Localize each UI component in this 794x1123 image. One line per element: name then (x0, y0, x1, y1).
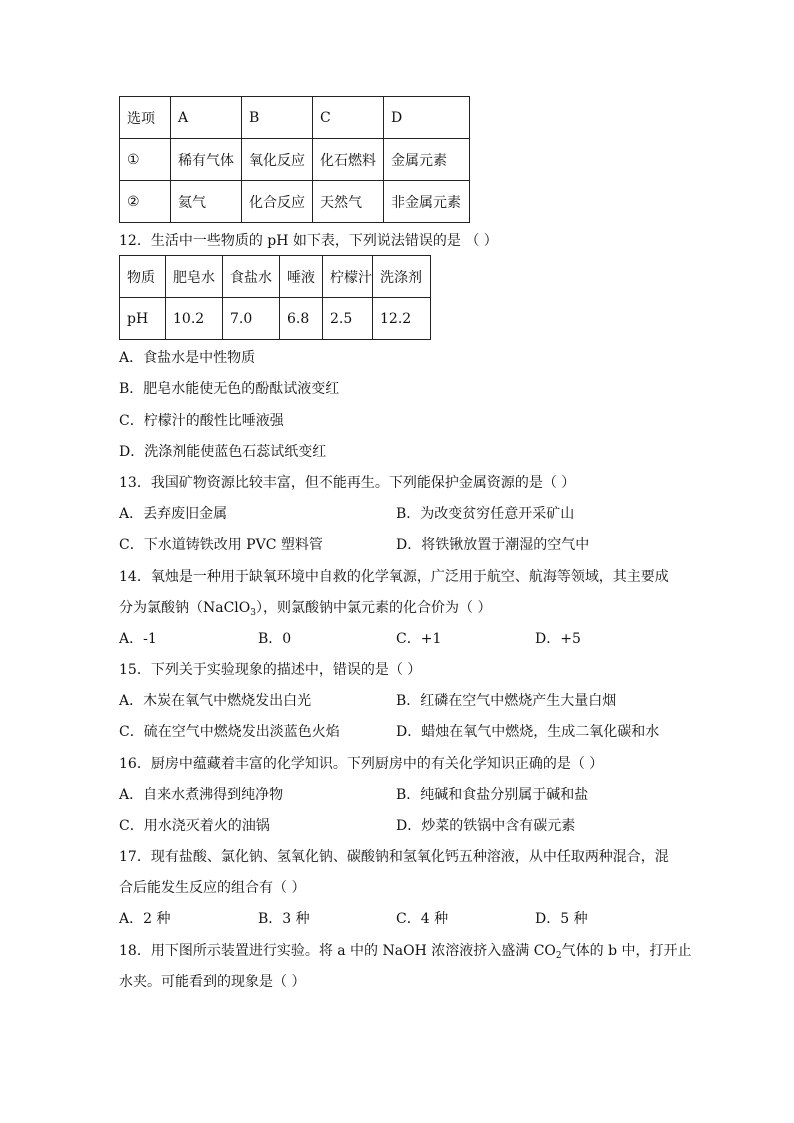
question-13-stem: 13．我国矿物资源比较丰富，但不能再生。下列能保护金属资源的是（ ） (119, 475, 576, 491)
table-cell: 天然气 (313, 181, 384, 223)
table-cell: 10.2 (166, 298, 223, 340)
table-cell: B (242, 97, 313, 139)
ph-table (119, 255, 431, 340)
question-14-stem-line1: 14．氧烛是一种用于缺氧环境中自救的化学氧源，广泛用于航空、航海等领域，其主要成 (119, 569, 669, 585)
option-d: D．5 种 (535, 911, 588, 927)
option-c: C．+1 (396, 631, 442, 647)
table-cell: 6.8 (280, 298, 323, 340)
table-cell: pH (120, 298, 166, 340)
option-a: A．2 种 (119, 911, 171, 927)
table-row (120, 298, 431, 340)
stem-text: ），则氯酸钠中氯元素的化合价为（ ） (256, 600, 492, 616)
option-d: D．洗涤剂能使蓝色石蕊试纸变红 (119, 444, 327, 460)
option-d: D．+5 (535, 631, 581, 647)
option-b: B．0 (258, 631, 292, 647)
option-d: D．将铁锹放置于潮湿的空气中 (396, 537, 590, 553)
table-cell: D (384, 97, 470, 139)
subscript: 3 (250, 608, 256, 618)
options-table (119, 96, 470, 223)
option-c: C．4 种 (396, 911, 449, 927)
table-cell: C (313, 97, 384, 139)
table-cell: 化合反应 (242, 181, 313, 223)
table-cell: 食盐水 (223, 256, 280, 298)
table-row (120, 139, 470, 181)
table-cell: 肥皂水 (166, 256, 223, 298)
stem-text: 气体的 b 中，打开止 (561, 943, 692, 959)
option-a: A．自来水煮沸得到纯净物 (119, 787, 284, 803)
option-c: C．柠檬汁的酸性比唾液强 (119, 413, 284, 429)
table-cell: 12.2 (373, 298, 431, 340)
option-c: C．硫在空气中燃烧发出淡蓝色火焰 (119, 724, 340, 740)
table-row (120, 256, 431, 298)
question-18-stem-line1 (119, 940, 692, 961)
table-cell: 非金属元素 (384, 181, 470, 223)
option-a: A．丢弃废旧金属 (119, 506, 228, 522)
stem-text: 分为氯酸钠（NaClO (119, 600, 251, 616)
question-17-stem-line2: 合后能发生反应的组合有（ ） (119, 880, 306, 896)
table-cell: 化石燃料 (313, 139, 384, 181)
table-cell: 洗涤剂 (373, 256, 431, 298)
option-a: A．-1 (119, 631, 157, 647)
table-cell: 物质 (120, 256, 166, 298)
table-cell: 2.5 (323, 298, 373, 340)
question-17-stem-line1: 17．现有盐酸、氯化钠、氢氧化钠、碳酸钠和氢氧化钙五种溶液，从中任取两种混合，混 (119, 849, 669, 865)
table-cell: 氦气 (171, 181, 242, 223)
option-d: D．蜡烛在氧气中燃烧，生成二氧化碳和水 (396, 724, 660, 740)
option-c: C．用水浇灭着火的油锅 (119, 818, 270, 834)
option-c: C．下水道铸铁改用 PVC 塑料管 (119, 537, 323, 553)
option-a: A．食盐水是中性物质 (119, 350, 256, 366)
option-b: B．3 种 (258, 911, 310, 927)
option-b: B．为改变贫穷任意开采矿山 (396, 506, 575, 522)
table-row (120, 181, 470, 223)
table-cell: A (171, 97, 242, 139)
table-cell: 稀有气体 (171, 139, 242, 181)
option-b: B．纯碱和食盐分别属于碱和盐 (396, 787, 589, 803)
question-14-stem-line2 (119, 597, 491, 618)
question-15-stem: 15．下列关于实验现象的描述中，错误的是（ ） (119, 662, 422, 678)
table-cell: ② (120, 181, 171, 223)
table-cell: 氧化反应 (242, 139, 313, 181)
option-b: B．红磷在空气中燃烧产生大量白烟 (396, 693, 617, 709)
subscript: 2 (555, 951, 562, 961)
stem-text: 18．用下图所示装置进行实验。将 a 中的 NaOH 浓溶液挤入盛满 CO (119, 943, 556, 959)
option-b: B．肥皂水能使无色的酚酞试液变红 (119, 381, 340, 397)
table-row (120, 97, 470, 139)
table-cell: 金属元素 (384, 139, 470, 181)
table-cell: 选项 (120, 97, 171, 139)
option-a: A．木炭在氧气中燃烧发出白光 (119, 693, 312, 709)
table-cell: 7.0 (223, 298, 280, 340)
table-cell: 柠檬汁 (323, 256, 373, 298)
table-cell: 唾液 (280, 256, 323, 298)
question-18-stem-line2: 水夹。可能看到的现象是（ ） (119, 974, 306, 990)
option-d: D．炒菜的铁锅中含有碳元素 (396, 818, 576, 834)
question-16-stem: 16．厨房中蕴藏着丰富的化学知识。下列厨房中的有关化学知识正确的是（ ） (119, 756, 604, 772)
question-12-stem: 12．生活中一些物质的 pH 如下表，下列说法错误的是 （ ） (119, 233, 498, 249)
table-cell: ① (120, 139, 171, 181)
